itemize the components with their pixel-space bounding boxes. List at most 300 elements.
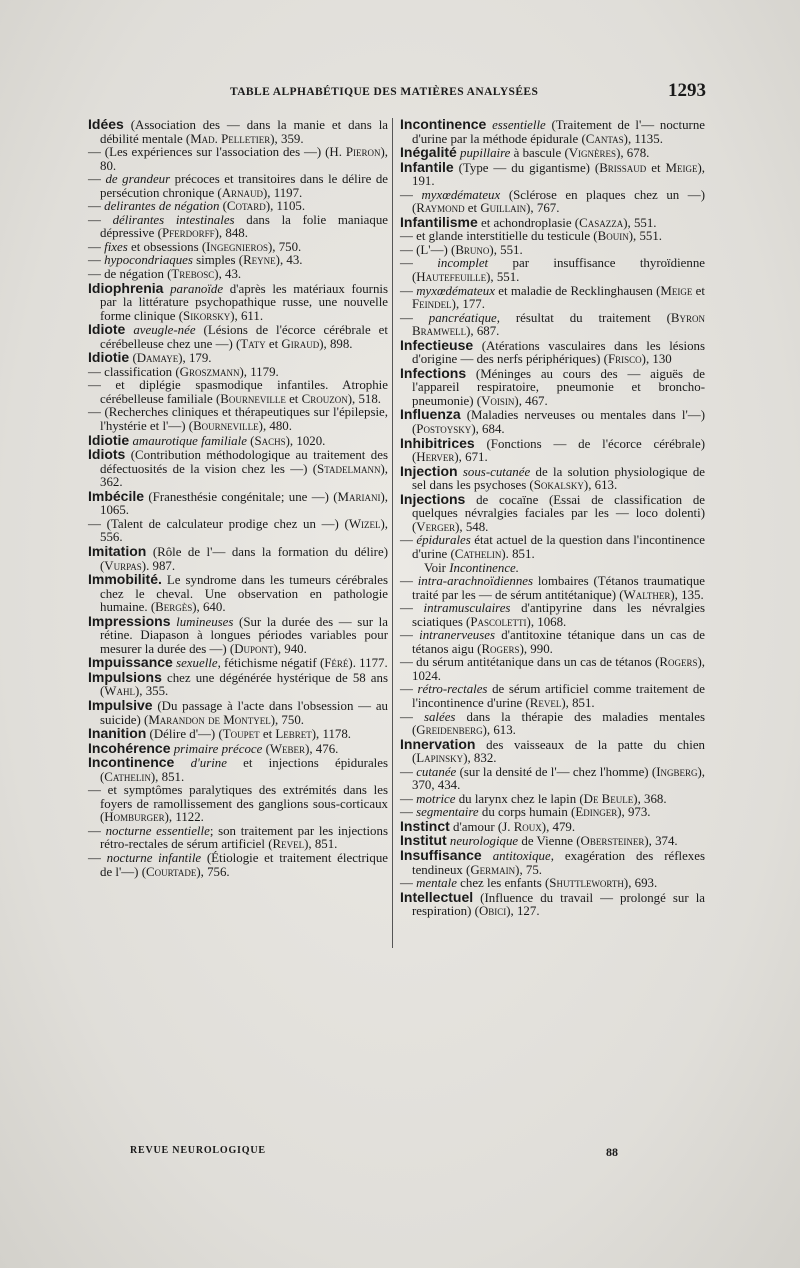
entry-text: ), 556. <box>100 516 388 545</box>
entry-text: — <box>88 239 105 254</box>
author-name: Rogers <box>659 655 698 670</box>
author-name: Bourneville <box>220 391 286 406</box>
entry-text: — <box>400 682 418 697</box>
author-name: Voisin <box>481 393 515 408</box>
entry-text: ), 368. <box>633 791 667 806</box>
author-name: Wizel <box>348 516 381 531</box>
author-name: Bouin <box>597 229 629 244</box>
entry-text: ), 851. <box>304 837 338 852</box>
index-entry <box>88 406 388 433</box>
entry-qualifier: mentale <box>416 876 457 891</box>
entry-text: ), 548. <box>455 519 489 534</box>
entry-text: ), 973. <box>617 805 651 820</box>
author-name: Cantas <box>585 131 624 146</box>
author-name: Giraud <box>281 336 320 351</box>
index-entry <box>88 279 388 324</box>
entry-text: (Rôle de l'— dans la formation du délire) ( <box>100 544 388 573</box>
entry-text: — (Talent de calculateur prodige chez un —) ( <box>88 516 349 531</box>
author-name: Verger <box>416 519 456 534</box>
author-name: Trebosc <box>171 267 215 282</box>
entry-text: d'après les matériaux fournis par la littérature psychopathique russe, une nouvelle forme clinique ( <box>100 281 388 323</box>
index-entry <box>88 612 388 657</box>
entry-text: ), 1020. <box>285 433 326 448</box>
entry-text: ), 355. <box>134 684 169 699</box>
entry-qualifier: d'urine <box>190 756 227 771</box>
entry-qualifier: Incontinence. <box>449 560 519 575</box>
index-column-left <box>88 118 388 879</box>
entry-text: ), 370, 434. <box>412 764 705 793</box>
index-entry <box>400 230 705 244</box>
author-name: Brissaud <box>599 160 647 175</box>
entry-text: ( <box>219 199 227 214</box>
entry-text: d'antitoxine tétanique dans un cas de tétanos aigu ( <box>412 628 705 656</box>
author-name: Bourneville <box>193 419 259 434</box>
entry-qualifier: sexuelle <box>176 656 218 671</box>
index-entry <box>88 118 388 146</box>
index-column-right <box>400 118 705 919</box>
entry-headword: Inhibitrices <box>400 434 475 451</box>
entry-text: — (Les expériences sur l'association des —) (H. <box>88 145 346 160</box>
entry-text: ), 1135. <box>623 131 663 146</box>
entry-qualifier: essentielle <box>492 118 546 132</box>
entry-text: — <box>88 172 106 187</box>
index-entry <box>88 668 388 699</box>
author-name: Cotard <box>226 199 266 214</box>
entry-headword: Impulsions <box>88 668 162 685</box>
entry-text: état actuel de la question dans l'incontinence d'urine ( <box>412 533 705 561</box>
author-name: Mad. Pelletier <box>190 131 271 146</box>
entry-text: et <box>259 727 276 742</box>
journal-footer: REVUE NEUROLOGIQUE <box>130 1145 266 1156</box>
entry-text: à bascule ( <box>510 146 569 161</box>
entry-text: dans la folie maniaque dépressive ( <box>100 212 388 241</box>
entry-headword: Idiophrenia <box>88 279 164 296</box>
entry-qualifier: cutanée <box>416 764 457 779</box>
index-entry <box>88 366 388 380</box>
entry-text: ; son traitement par les injections rétro-rectales de sérum artificiel ( <box>100 823 388 852</box>
entry-qualifier: segmentaire <box>416 805 479 820</box>
author-name: Homburger <box>104 810 165 825</box>
column-divider <box>392 118 393 948</box>
author-name: Bruno <box>455 242 490 257</box>
index-entry <box>88 487 388 518</box>
entry-text: ), 551. <box>628 229 662 244</box>
entry-headword: Injection <box>400 462 458 479</box>
entry-text: ), 940. <box>273 641 307 656</box>
entry-qualifier: intra-arachnoïdiennes <box>417 574 534 589</box>
author-name: Lebret <box>275 727 312 742</box>
author-name: Sachs <box>254 433 286 448</box>
entry-text: (Atérations vasculaires dans les lésions d'origine — des nerfs périphériques) ( <box>412 338 705 367</box>
author-name: Greidenberg <box>416 723 483 738</box>
author-name: Vignères <box>568 146 617 161</box>
entry-text: , exagération des réflexes tendineux ( <box>412 848 705 877</box>
entry-text: , résultat du traitement ( <box>496 310 671 325</box>
entry-text: — du sérum antitétanique dans un cas de tétanos ( <box>400 655 660 670</box>
entry-text: — <box>400 764 417 779</box>
entry-text: du larynx chez le lapin ( <box>455 791 584 806</box>
author-name: Groszmann <box>179 364 240 379</box>
entry-text: ), 135. <box>670 587 704 602</box>
entry-text: — classification ( <box>88 364 180 379</box>
author-name: De Beule <box>583 791 634 806</box>
entry-text: ), 687. <box>466 324 500 339</box>
entry-headword: Idiote <box>88 321 126 338</box>
author-name: Bergès <box>155 600 193 615</box>
author-name: Stadelmann <box>317 461 381 476</box>
entry-text: ), 671. <box>454 450 488 465</box>
index-entry <box>400 189 705 216</box>
index-entry <box>400 735 705 766</box>
entry-text: ), 191. <box>412 160 705 189</box>
index-entry <box>400 711 705 738</box>
index-entry <box>88 448 388 490</box>
author-name: Reyne <box>243 253 276 268</box>
entry-headword: Insuffisance <box>400 846 482 863</box>
author-name: Wahl <box>104 684 135 699</box>
entry-text: (Influence du travail — prolongé sur la respiration) ( <box>412 890 705 919</box>
entry-text: de sérum artificiel comme traitement de l'incontinence d'urine ( <box>412 682 705 710</box>
index-entry <box>400 766 705 793</box>
entry-text: — (L'—) ( <box>400 242 456 257</box>
entry-text: ( <box>246 433 255 448</box>
author-name: Sokalsky <box>533 478 584 493</box>
entry-text: — <box>88 199 105 214</box>
author-name: Pieron <box>345 145 381 160</box>
index-entry <box>88 351 388 366</box>
entry-qualifier: primaire précoce <box>173 741 263 756</box>
author-name: Vurpas <box>104 558 142 573</box>
entry-text: — <box>400 310 429 325</box>
index-entry <box>400 793 705 807</box>
entry-text: ), 551. <box>623 215 657 230</box>
entry-qualifier: sous-cutanée <box>462 464 531 479</box>
author-name: Ingegnieros <box>206 239 268 254</box>
author-name: Féré <box>324 656 349 671</box>
index-entry <box>88 214 388 241</box>
entry-text <box>482 849 493 863</box>
entry-headword: Incontinence <box>88 754 175 771</box>
entry-qualifier: hypocondriaques <box>104 253 193 268</box>
entry-text: ( <box>129 351 137 366</box>
entry-headword: Idiotie <box>88 349 130 366</box>
entry-text: ), 467. <box>514 393 548 408</box>
entry-text: ), 1105. <box>265 199 306 214</box>
entry-headword: Innervation <box>400 735 476 752</box>
entry-text: (Méninges au cours des — aiguës de l'appareil respiratoire, pneumonie et broncho-pneumonie) ( <box>412 366 705 408</box>
entry-text: d'antipyrine dans les névralgies sciatiques ( <box>412 601 705 629</box>
index-entry <box>400 888 705 919</box>
author-name: Byron Bramwell <box>412 310 705 339</box>
index-entry <box>88 542 388 573</box>
entry-text: — et glande interstitielle du testicule ( <box>400 229 598 244</box>
author-name: Raymond <box>416 201 465 216</box>
header-title: TABLE ALPHABÉTIQUE DES MATIÈRES ANALYSÉES <box>230 86 539 98</box>
entry-text: et <box>692 283 705 298</box>
index-entry <box>88 146 388 173</box>
entry-qualifier: épidurales <box>416 533 471 548</box>
entry-text: ), 551. <box>486 270 520 285</box>
author-name: Herver <box>416 450 455 465</box>
entry-text: (Type — du gigantisme) ( <box>453 160 600 175</box>
author-name: Arnaud <box>221 185 264 200</box>
index-entry <box>88 696 388 727</box>
author-name: Obici <box>478 904 507 919</box>
entry-text: ), 480. <box>258 419 292 434</box>
entry-text: — <box>400 283 417 298</box>
author-name: Mariani <box>337 489 381 504</box>
entry-text: — et diplégie spasmodique infantiles. Atrophie cérébelleuse familiale ( <box>88 378 388 406</box>
entry-qualifier: neurologique <box>449 834 519 849</box>
entry-text: ), 678. <box>616 146 650 161</box>
cross-reference <box>400 562 705 576</box>
index-entry <box>88 323 388 351</box>
entry-headword: Impressions <box>88 612 171 629</box>
entry-headword: Infectieuse <box>400 336 474 353</box>
entry-headword: Instinct <box>400 817 450 834</box>
author-name: Feindel <box>412 297 452 312</box>
index-entry <box>88 518 388 545</box>
entry-qualifier: délirantes intestinales <box>112 212 235 227</box>
entry-text: lombaires (Tétanos traumatique traité par les — de sérum antitétanique) ( <box>412 574 705 602</box>
index-entry <box>400 656 705 683</box>
entry-text: — <box>400 805 417 820</box>
index-entry <box>400 364 705 409</box>
entry-text: ), 1065. <box>100 489 388 518</box>
entry-qualifier: amaurotique familiale <box>132 433 247 448</box>
entry-text: du corps humain ( <box>478 805 576 820</box>
entry-text: — <box>400 256 438 271</box>
entry-qualifier: intranerveuses <box>419 628 496 643</box>
entry-text: (Sur la durée des — sur la rétine. Diapason à longues périodes variables pour mesurer la durée des —) ( <box>100 614 388 656</box>
entry-text: et <box>464 201 481 216</box>
author-name: Hautefeuille <box>416 270 487 285</box>
entry-text: d'amour (J. <box>449 819 514 834</box>
entry-qualifier: incomplet <box>437 256 489 271</box>
entry-text: (Association des — dans la manie et dans la débilité mentale ( <box>100 118 388 146</box>
entry-text: — <box>88 253 105 268</box>
index-entry <box>400 534 705 561</box>
entry-text: de cocaïne (Essai de classification de quelques névralgies faciales par les — loco dolenti) ( <box>412 492 705 534</box>
index-entry <box>88 379 388 406</box>
index-entry <box>400 244 705 258</box>
entry-headword: Influenza <box>400 406 461 423</box>
author-name: Germain <box>470 862 516 877</box>
entry-text: et <box>265 336 282 351</box>
entry-text: — <box>400 709 424 724</box>
index-entry <box>400 434 705 465</box>
entry-text: (Franesthésie congénitale; une —) ( <box>144 489 338 504</box>
entry-text: — <box>88 212 113 227</box>
entry-headword: Intellectuel <box>400 888 474 905</box>
entry-text: ), 851. <box>561 695 595 710</box>
entry-headword: Injections <box>400 490 466 507</box>
entry-text: (Maladies nerveuses ou mentales dans l'—) ( <box>412 408 705 437</box>
entry-text: — <box>400 791 417 806</box>
running-header <box>80 80 710 106</box>
author-name: Frisco <box>607 352 642 367</box>
index-entry <box>400 118 705 146</box>
entry-text: — de négation ( <box>88 267 172 282</box>
author-name: Sikorsky <box>183 308 231 323</box>
entry-headword: Idiotie <box>88 431 130 448</box>
entry-text: — <box>400 628 420 643</box>
entry-text: ), 750. <box>267 239 302 254</box>
entry-text: (Traitement de l'— nocturne d'urine par la méthode épidurale ( <box>412 118 705 146</box>
index-entry <box>88 254 388 268</box>
author-name: Marandon de Montyel <box>148 712 271 727</box>
entry-text: ). 851. <box>501 546 535 561</box>
author-name: Shuttleworth <box>549 876 624 891</box>
entry-text: précoces et transitoires dans le délire de persécution chronique ( <box>100 172 388 200</box>
entry-qualifier: myxœdémateux <box>421 187 501 202</box>
entry-text: ), 551. <box>489 242 523 257</box>
entry-headword: Infections <box>400 364 467 381</box>
entry-text: ). 1177. <box>348 656 388 671</box>
index-entry <box>88 756 388 784</box>
author-name: Obersteiner <box>580 834 645 849</box>
author-name: Ingberg <box>656 764 698 779</box>
index-entry <box>88 241 388 255</box>
index-entry <box>400 602 705 629</box>
entry-text: ), 832. <box>463 751 497 766</box>
author-name: Roux <box>513 819 542 834</box>
author-name: Pascoletti <box>470 614 527 629</box>
author-name: Revel <box>529 695 562 710</box>
entry-text: (Sclérose en plaques chez un —) ( <box>412 187 705 216</box>
index-entry <box>400 257 705 284</box>
entry-text: et maladie de Recklinghausen ( <box>494 283 661 298</box>
author-name: Casazza <box>579 215 624 230</box>
author-name: Guillain <box>480 201 527 216</box>
author-name: Cathelin <box>104 769 151 784</box>
entry-qualifier: motrice <box>416 791 456 806</box>
entry-text: — <box>88 823 106 838</box>
entry-text: et <box>285 391 302 406</box>
entry-text: — <box>400 876 417 891</box>
entry-text: et <box>646 160 666 175</box>
entry-text: ), 898. <box>319 336 353 351</box>
entry-qualifier: fixes <box>104 239 128 254</box>
entry-headword: Imitation <box>88 542 147 559</box>
entry-qualifier: rétro-rectales <box>417 682 488 697</box>
entry-text: chez une dégénérée hystérique de 58 ans ( <box>100 670 388 699</box>
entry-qualifier: paranoïde <box>170 281 224 296</box>
index-entry <box>400 846 705 877</box>
entry-text: ), 476. <box>305 741 339 756</box>
entry-text: ), 130 <box>641 352 672 367</box>
entry-text: et obsessions ( <box>127 239 207 254</box>
entry-text: ), 851. <box>150 769 185 784</box>
entry-text: ), 518. <box>347 391 381 406</box>
entry-text: (Du passage à l'acte dans l'obsession — au suicide) ( <box>100 698 388 727</box>
index-entry <box>400 336 705 367</box>
index-entry <box>400 490 705 535</box>
entry-qualifier: lumineuses <box>176 614 234 629</box>
entry-headword: Institut <box>400 832 447 849</box>
entry-text: — <box>400 187 422 202</box>
entry-headword: Infantile <box>400 158 454 175</box>
index-entry <box>88 825 388 852</box>
index-entry <box>400 575 705 602</box>
entry-text: ), 756. <box>196 864 230 879</box>
entry-text: — <box>400 574 418 589</box>
entry-text: — <box>400 601 424 616</box>
entry-text: ), 1178. <box>311 727 352 742</box>
entry-text: ), 684. <box>471 422 505 437</box>
entry-text: — <box>400 533 417 548</box>
entry-headword: Incohérence <box>88 739 171 756</box>
entry-text: — et symptômes paralytiques des extrémités dans les foyers de ramollissement des ganglions sous-corticaux ( <box>88 783 388 825</box>
entry-text: ), 43. <box>214 267 242 282</box>
entry-text: , fétichisme négatif ( <box>217 656 325 671</box>
entry-text: ), 179. <box>178 351 212 366</box>
entry-text: (sur la densité de l'— chez l'homme) ( <box>456 764 657 779</box>
entry-text: (Lésions de l'écorce cérébrale et cérébelleuse chez une —) ( <box>100 323 388 351</box>
index-entry <box>88 173 388 200</box>
entry-text: (Étiologie et traitement électrique de l'—) ( <box>100 850 388 879</box>
author-name: Damaye <box>136 351 179 366</box>
index-entry <box>88 200 388 214</box>
entry-text: ), 640. <box>192 600 226 615</box>
entry-headword: Inanition <box>88 725 147 742</box>
entry-text: ), 693. <box>623 876 658 891</box>
entry-text: ), 80. <box>100 145 388 173</box>
entry-text: (Contribution méthodologique au traitement des défectuosités de la vision chez les —) ( <box>100 448 388 476</box>
entry-headword: Imbécile <box>88 487 145 504</box>
entry-qualifier: pupillaire <box>460 146 511 161</box>
entry-text: ), 848. <box>214 226 248 241</box>
index-entry <box>400 462 705 493</box>
entry-qualifier: salées <box>423 709 456 724</box>
index-entry <box>88 784 388 825</box>
entry-qualifier: antitoxique <box>492 848 551 863</box>
entry-text: — <box>88 850 107 865</box>
index-entry <box>88 431 388 449</box>
entry-text: chez les enfants ( <box>456 876 550 891</box>
entry-headword: Incontinence <box>400 116 487 132</box>
author-name: Lapinsky <box>416 751 464 766</box>
index-entry <box>400 629 705 656</box>
entry-text: ( <box>262 741 270 756</box>
author-name: Taty <box>240 336 266 351</box>
index-entry <box>400 408 705 436</box>
entry-headword: Idiots <box>88 446 126 463</box>
entry-text: ), 1122. <box>164 810 204 825</box>
entry-qualifier: intramusculaires <box>423 601 511 616</box>
author-name: Toupet <box>222 727 260 742</box>
index-entry <box>88 852 388 879</box>
entry-qualifier: delirantes de négation <box>104 199 220 214</box>
signature-mark: 88 <box>606 1145 618 1159</box>
entry-text: par insuffisance thyroïdienne ( <box>412 256 705 285</box>
author-name: Edinger <box>575 805 618 820</box>
author-name: Walther <box>623 587 671 602</box>
entry-text: Le syndrome dans les tumeurs cérébrales chez le cheval. Une observation en pathologie humaine. ( <box>100 573 388 615</box>
entry-headword: Immobilité. <box>88 571 162 588</box>
entry-text: — (Recherches cliniques et thérapeutiques sur l'épilepsie, l'hystérie et l'—) ( <box>88 405 388 434</box>
index-entry <box>400 213 705 231</box>
entry-text: ), 613. <box>482 723 516 738</box>
entry-qualifier: pancréatique <box>428 310 497 325</box>
entry-qualifier: myxœdémateux <box>416 283 495 298</box>
author-name: Revel <box>272 837 305 852</box>
entry-text: simples ( <box>192 253 244 268</box>
entry-text: ), 1068. <box>526 614 567 629</box>
entry-text: ), 767. <box>526 201 560 216</box>
entry-text: et injections épidurales ( <box>100 756 388 784</box>
author-name: Rogers <box>481 641 520 656</box>
